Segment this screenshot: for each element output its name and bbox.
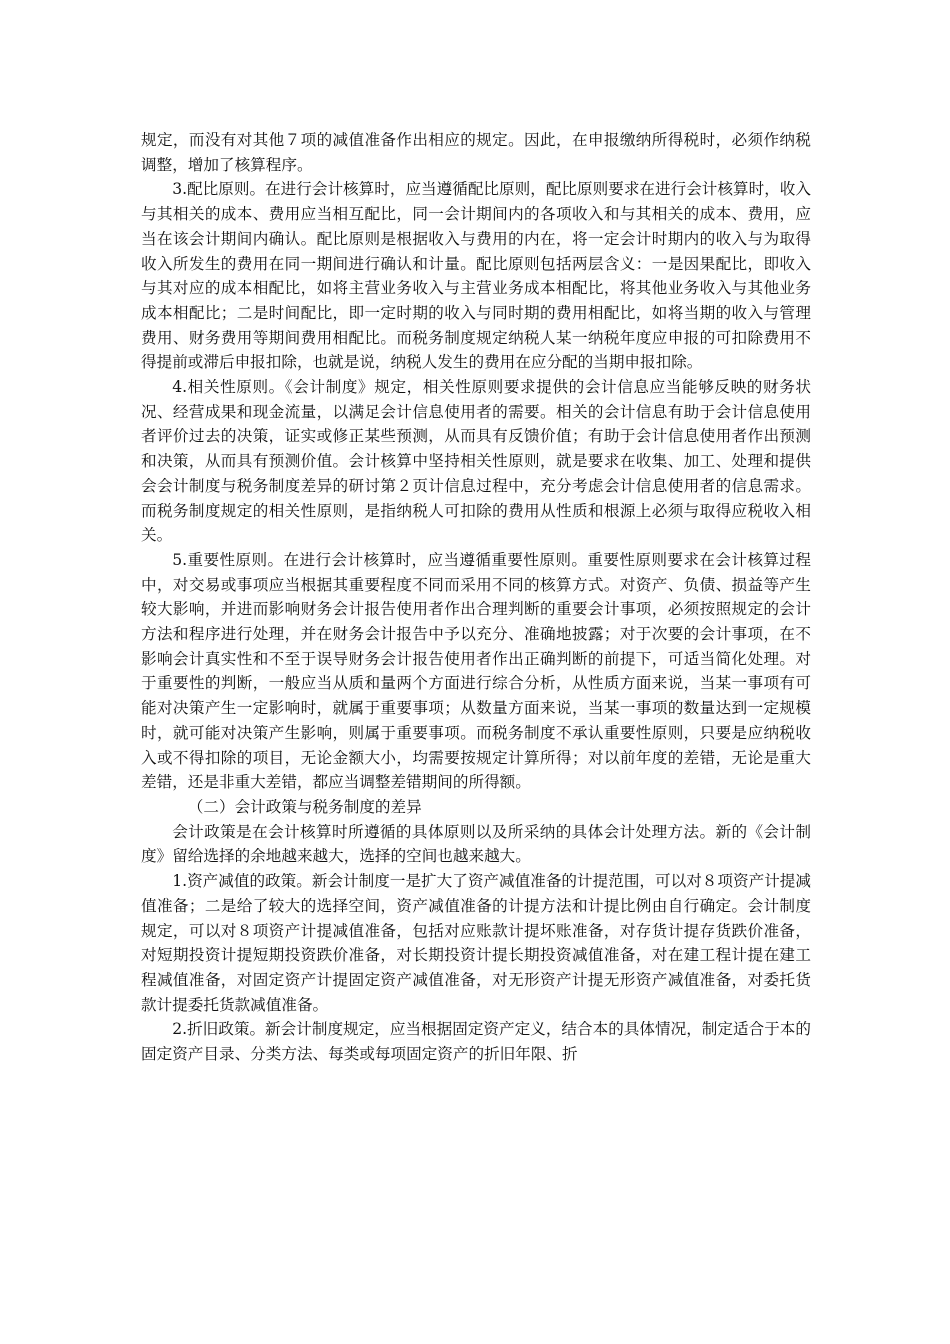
section-heading: （二）会计政策与税务制度的差异 [187,797,422,816]
paragraph-materiality-principle: 5.重要性原则。在进行会计核算时，应当遵循重要性原则。重要性原则要求在会计核算过程中，对交易或事项应当根据其重要程度不同而采用不同的核算方式。对资产、负债、损益等产生较大影响，并进而影响财务会计报告使用者作出合理判断的重要会计事项，必须按照规定的会计方法和程序进行处理，并在财务会计报告中予以充分、准确地披露；对于次要的会计事项，在不影响会计真实性和不至于误导财务会计报告使用者作出正确判断的前提下，可适当简化处理。对于重要性的判断，一般应当从质和量两个方面进行综合分析，从性质方面来说，当某一事项有可能对决策产生一定影响时，就属于重要事项；从数量方面来说，当某一事项的数量达到一定规模时，就可能对决策产生影响，则属于重要事项。而税务制度不承认重要性原则，只要是应纳税收入或不得扣除的项目，无论金额大小，均需要按规定计算所得；对以前年度的差错，无论是重大差错，还是非重大差错，都应当调整差错期间的所得额。 [141,550,811,792]
paragraph-asset-impairment: 1.资产减值的政策。新会计制度一是扩大了资产减值准备的计提范围，可以对８项资产计提减值准备；二是给了较大的选择空间，资产减值准备的计提方法和计提比例由自行确定。会计制度规定，可以对８项资产计提减值准备，包括对应账款计提坏账准备，对存货计提存货跌价准备，对短期投资计提短期投资跌价准备，对长期投资计提长期投资减值准备，对在建工程计提在建工程减值准备，对固定资产计提固定资产减值准备，对无形资产计提无形资产减值准备，对委托货款计提委托货款减值准备。 [141,872,811,1014]
paragraph-continuation: 规定，而没有对其他７项的减值准备作出相应的规定。因此，在申报缴纳所得税时，必须作纳税调整，增加了核算程序。 [141,131,811,174]
paragraph-matching-principle: 3.配比原则。在进行会计核算时，应当遵循配比原则，配比原则要求在进行会计核算时，收入与其相关的成本、费用应当相互配比，同一会计期间内的各项收入和与其相关的成本、费用，应当在该会计期间内确认。配比原则是根据收入与费用的内在，将一定会计时期内的收入与为取得收入所发生的费用在同一期间进行确认和计量。配比原则包括两层含义：一是因果配比，即收入与其对应的成本相配比，如将主营业务收入与主营业务成本相配比，将其他业务收入与其他业务成本相配比；二是时间配比，即一定时期的收入与同时期的费用相配比，如将当期的收入与管理费用、财务费用等期间费用相配比。而税务制度规定纳税人某一纳税年度应申报的可扣除费用不得提前或滞后申报扣除，也就是说，纳税人发生的费用在应分配的当期申报扣除。 [141,180,811,372]
paragraph-relevance-principle: 4.相关性原则。《会计制度》规定，相关性原则要求提供的会计信息应当能够反映的财务状况、经营成果和现金流量，以满足会计信息使用者的需要。相关的会计信息有助于会计信息使用者评价过去的决策，证实或修正某些预测，从而具有反馈价值；有助于会计信息使用者作出预测和决策，从而具有预测价值。会计核算中坚持相关性原则，就是要求在收集、加工、处理和提供会会计制度与税务制度差异的研讨第２页计信息过程中，充分考虑会计信息使用者的信息需求。而税务制度规定的相关性原则，是指纳税人可扣除的费用从性质和根源上必须与取得应税收入相关。 [141,378,811,545]
document-body [141,128,811,1067]
paragraph-accounting-policy: 会计政策是在会计核算时所遵循的具体原则以及所采纳的具体会计处理方法。新的《会计制度》留给选择的余地越来越大，选择的空间也越来越大。 [141,822,811,866]
paragraph-depreciation-policy: 2.折旧政策。新会计制度规定，应当根据固定资产定义，结合本的具体情况，制定适合于本的固定资产目录、分类方法、每类或每项固定资产的折旧年限、折 [141,1020,811,1064]
